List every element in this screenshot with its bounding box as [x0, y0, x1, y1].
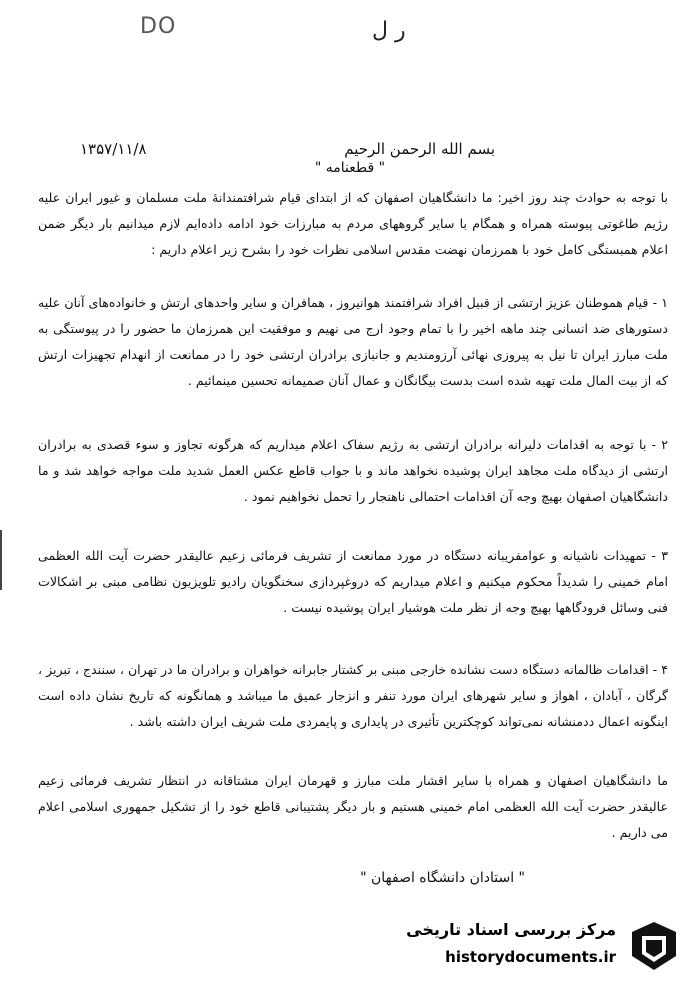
document-date: ۱۳۵۷/۱۱/۸: [80, 140, 147, 158]
left-edge-mark: [0, 530, 10, 590]
top-reference-code: ر ل: [372, 18, 406, 43]
archive-name: مرکز بررسی اسناد تاریخی: [406, 920, 616, 939]
resolution-item-3: ۳ - تمهیدات ناشیانه و عوامفریبانه دستگاه در مورد ممانعت از تشریف فرمائی زعیم عالیقدر حضرت آیت الله العظمی امام خمینی را شدیداً محکوم میکنیم و اعلام میداریم که دروغپردازی سخنگویان رادیو تلویزیون نظامی مبنی بر اشکالات فنی وسائل فرودگاهها بهیچ وجه از نظر ملت هوشیار ایران پوشیده نیست .: [38, 548, 668, 615]
archive-logo-icon: [626, 918, 682, 974]
resolution-item-4: ۴ - اقدامات ظالمانه دستگاه دست نشانده خارجی مبنی بر کشتار جابرانه خواهران و برادران ما در تهران ، سنندج ، تبریز ، گرگان ، آبادان ، اهواز و سایر شهرهای ایران مورد تنفر و انزجار عمیق ما میباشد و همانگونه که تاریخ نشان داده است اینگونه اعمال ددمنشانه نمی‌تواند کوچکترین تأثیری در پایداری و پایمردی ملت شریف ایران داشته باشد .: [38, 662, 668, 729]
intro-paragraph: با توجه به حوادث چند روز اخیر: ما دانشگاهیان اصفهان که از ابتدای قیام شرافتمندانهٔ ملت مسلمان و غیور ایران علیه رژیم طاغوتی پیوسته همراه و همگام با سایر گروههای مردم به مبارزات خود ادامه داده‌ایم لازم میدانیم بار دیگر ضمن اعلام همبستگی کامل خود با همرزمان نهضت مقدس اسلامی نظرات خود را بشرح زیر اعلام داریم :: [38, 190, 668, 257]
top-archive-marks: DO: [140, 14, 177, 39]
closing-paragraph: ما دانشگاهیان اصفهان و همراه با سایر اقشار ملت مبارز و قهرمان ایران مشتاقانه در انتظار تشریف فرمائی زعیم عالیقدر حضرت آیت الله العظمی امام خمینی هستیم و بار دیگر پشتیبانی قاطع خود را از تشکیل جمهوری اسلامی اعلام می داریم .: [38, 773, 668, 840]
basmala-heading: بسم الله الرحمن الرحیم: [344, 140, 495, 158]
resolution-item-2: ۲ - با توجه به اقدامات دلیرانه برادران ارتشی به رژیم سفاک اعلام میداریم که هرگونه تجاوز و سوء قصدی به برادران ارتشی از دیدگاه ملت مجاهد ایران پوشیده نخواهد ماند و با جواب قاطع عکس العمل شدید ملت مواجه خواهد شد و ما دانشگاهیان اصفهان بهیچ وجه آن اقدامات احتمالی ناهنجار را تحمل نخواهیم نمود .: [38, 437, 668, 504]
document-title: " قطعنامه ": [314, 160, 386, 176]
signature-line: " استادان دانشگاه اصفهان ": [360, 870, 525, 886]
resolution-item-1: ۱ - قیام هموطنان عزیز ارتشی از قبیل افراد شرافتمند هوانیروز ، همافران و سایر واحدهای ارتش و خانواده‌های آنان علیه دستورهای ضد انسانی چند ماهه اخیر را با تمام وجود ارج می نهیم و موفقیت این همرزمان ما حضور را در پیوستگی به ملت مبارز ایران تا نیل به پیروزی نهائی آرزومندیم و جانبازی برادران ارتشی خود را در ممانعت از انهدام تجهیزات ارتش که از بیت المال ملت تهیه شده است بدست بیگانگان و عمال آنان صمیمانه تحسین مینمائیم .: [38, 295, 668, 388]
archive-url: historydocuments.ir: [445, 948, 616, 966]
archive-watermark: [352, 918, 682, 974]
